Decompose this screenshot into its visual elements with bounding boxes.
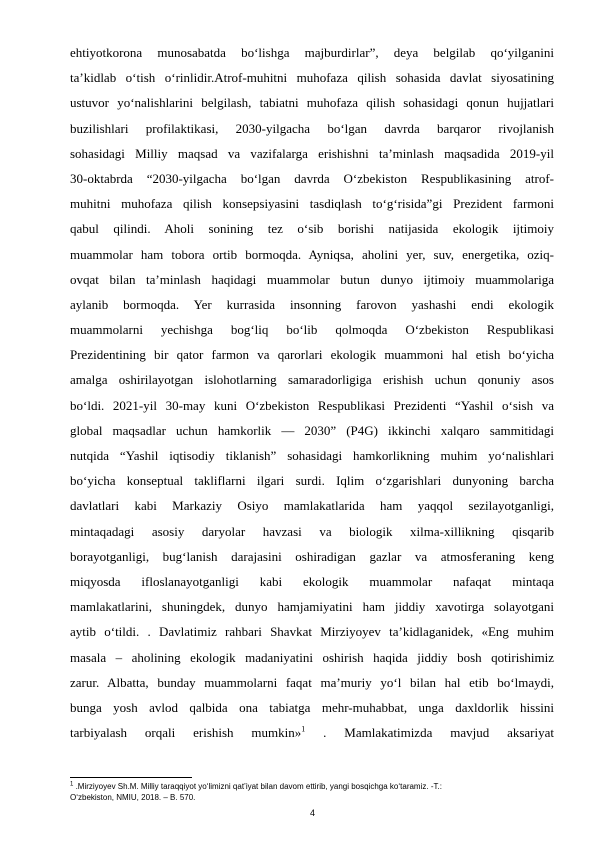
text-line: qabul qilindi. Aholi sonining tez o‘sib borishi natijasida ekologik ijtimoiy <box>70 221 554 237</box>
text-line: Prezidentining bir qator farmon va qarorlari ekologik muammoni hal etish bo‘yicha <box>70 347 554 363</box>
text-line: ustuvor yo‘nalishlarini belgilash, tabiatni muhofaza qilish sohasidagi qonun hujjatlari <box>70 95 554 111</box>
body-text <box>70 40 554 745</box>
text-line: muhitni muhofaza qilish konsepsiyasini tasdiqlash to‘g‘risida”gi Prezident farmoni <box>70 196 554 212</box>
text-line: buzilishlari profilaktikasi, 2030-yilgacha bo‘lgan davrda barqaror rivojlanish <box>70 120 554 136</box>
text-line-part: tarbiyalash orqali erishish mumkin» <box>70 725 302 741</box>
text-line: miqyosda ifloslanayotganligi kabi ekologik muammolar nafaqat mintaqa <box>70 573 554 589</box>
footnote-separator <box>70 777 192 778</box>
text-line: davlatlari kabi Markaziy Osiyo mamlakatlarida ham yaqqol sezilayotganligi, <box>70 498 554 514</box>
text-line: aylanib bormoqda. Yer kurrasida insonning farovon yashashi endi ekologik <box>70 296 554 312</box>
footnote-marker: 1 <box>70 781 74 788</box>
page-number: 4 <box>309 808 315 818</box>
text-line: muammolarni yechishga bog‘liq bo‘lib qolmoqda O‘zbekiston Respublikasi <box>70 322 554 338</box>
text-line: masala – aholining ekologik madaniyatini oshirish haqida jiddiy bosh qotirishimiz <box>70 649 554 665</box>
text-line: bunga yosh avlod qalbida ona tabiatga mehr-muhabbat, unga daxldorlik hissini <box>70 699 554 715</box>
text-line: aytib o‘tildi. . Davlatimiz rahbari Shavkat Mirziyoyev ta’kidlaganidek, «Eng muhim <box>70 624 554 640</box>
footnote-reference[interactable]: 1 <box>301 724 306 734</box>
text-line-part: . Mamlakatimizda mavjud aksariyat <box>323 725 554 741</box>
footnote <box>70 781 554 803</box>
text-line: mamlakatlarini, shuningdek, dunyo hamjamiyatini ham jiddiy xavotirga solayotgani <box>70 599 554 615</box>
text-line: global maqsadlar uchun hamkorlik — 2030” (P4G) ikkinchi xalqaro sammitidagi <box>70 422 554 438</box>
text-line: 30-oktabrda “2030-yilgacha bo‘lgan davrda O‘zbekiston Respublikasining atrof- <box>70 170 554 186</box>
footnote-line: O‘zbekiston, NMIU, 2018. – B. 570. <box>70 793 196 802</box>
text-line: nutqida “Yashil iqtisodiy tiklanish” sohasidagi hamkorlikning muhim yo‘nalishlari <box>70 448 554 463</box>
text-line-with-footnote-ref <box>70 720 554 745</box>
text-line: sohasidagi Milliy maqsad va vazifalarga erishishni ta’minlash maqsadida 2019-yil <box>70 145 554 161</box>
footnote-line <box>70 781 554 792</box>
text-line: ovqat bilan ta’minlash haqidagi muammolar butun dunyo ijtimoiy muammolariga <box>70 271 554 287</box>
text-line: muammolar ham tobora ortib bormoqda. Ayniqsa, aholini yer, suv, energetika, oziq- <box>70 246 554 262</box>
text-line: bo‘yicha konseptual takliflarni ilgari surdi. Iqlim o‘zgarishlari dunyoning barcha <box>70 473 554 489</box>
text-line: mintaqadagi asosiy daryolar havzasi va biologik xilma-xillikning qisqarib <box>70 523 554 539</box>
text-line: ta’kidlab o‘tish o‘rinlidir.Atrof-muhitni muhofaza qilish sohasida davlat siyosatining <box>70 70 554 86</box>
footnote-text: .Mirziyoyev Sh.M. Milliy taraqqiyot yo‘limizni qat’iyat bilan davom ettirib, yangi bosqichga ko‘taramiz. -T.: <box>73 782 442 791</box>
text-line: borayotganligi, bug‘lanish darajasini oshiradigan gazlar va atmosferaning keng <box>70 548 554 564</box>
text-line: ehtiyotkorona munosabatda bo‘lishga majburdirlar”, deya belgilab qo‘yilganini <box>70 45 554 60</box>
text-line: bo‘ldi. 2021-yil 30-may kuni O‘zbekiston Respublikasi Prezidenti “Yashil o‘sish va <box>70 397 554 413</box>
text-line: amalga oshirilayotgan islohotlarning samaradorligiga erishish uchun qonuniy asos <box>70 372 554 388</box>
text-line: zarur. Albatta, bunday muammolarni faqat ma’muriy yo‘l bilan hal etib bo‘lmaydi, <box>70 674 554 690</box>
